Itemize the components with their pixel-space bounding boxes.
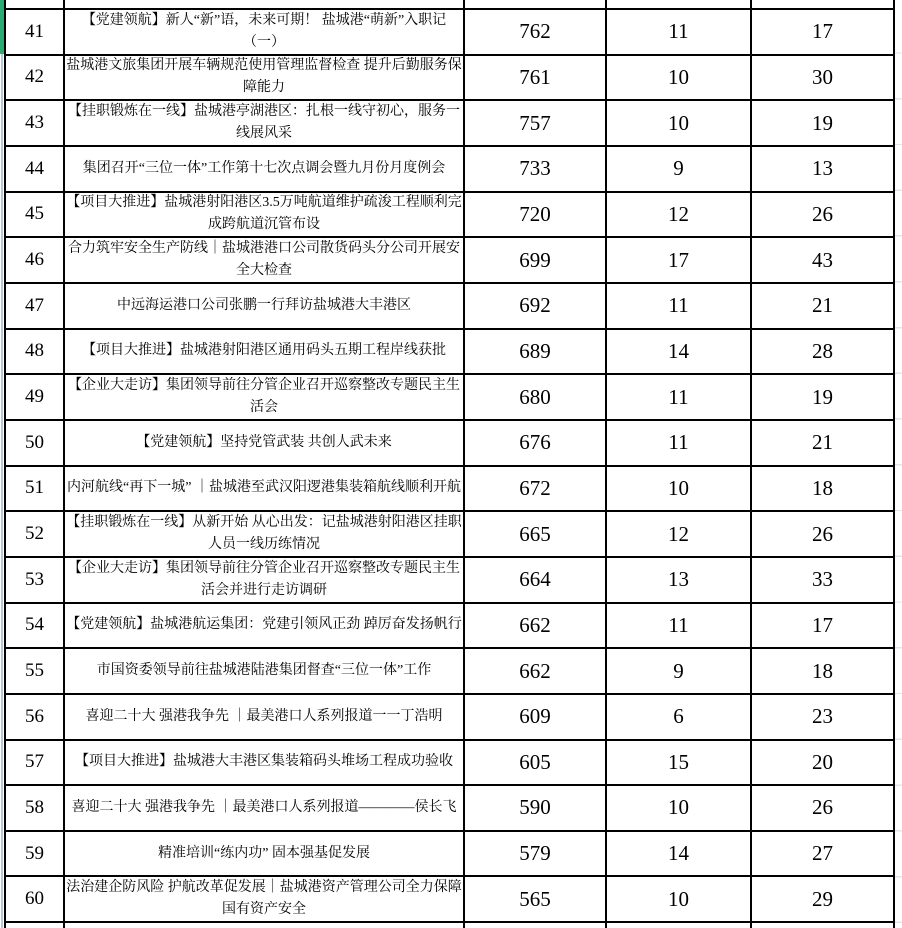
table-row (6, 56, 893, 102)
cell-row-number[interactable] (6, 604, 65, 648)
article-title-text: 市国资委领导前往盐城港陆港集团督查“三位一体”工作 (96, 663, 432, 679)
value-2-text: 10 (668, 475, 689, 500)
cell-value-3[interactable] (752, 512, 893, 556)
value-2-text: 11 (668, 293, 689, 318)
value-3-text: 23 (812, 704, 833, 729)
value-3-text: 13 (812, 156, 833, 181)
cell-value-2[interactable] (607, 649, 752, 693)
row-number-text: 50 (25, 431, 44, 453)
row-selection-indicator (0, 0, 4, 54)
value-2-text: 10 (668, 110, 689, 135)
value-2-text: 12 (668, 201, 689, 226)
article-title-text: 集团召开“三位一体”工作第十七次点调会暨九月份月度例会 (82, 160, 446, 176)
cell-article-title[interactable] (65, 330, 465, 374)
cell-article-title[interactable] (65, 467, 465, 511)
value-1-text: 662 (519, 658, 551, 683)
table-row (6, 147, 893, 193)
cell-value-3[interactable] (752, 695, 893, 739)
cell-value-3[interactable] (752, 786, 893, 830)
value-2-text: 10 (668, 64, 689, 89)
value-2-text: 14 (668, 841, 689, 866)
table-row (6, 695, 893, 741)
table-row (6, 741, 893, 787)
table-row (6, 832, 893, 878)
cell-value-3[interactable] (752, 238, 893, 282)
value-2-text: 9 (673, 658, 684, 683)
cell-value-1[interactable] (465, 101, 607, 145)
value-3-text: 18 (812, 475, 833, 500)
value-2-text: 13 (668, 567, 689, 592)
article-title-text: 中远海运港口公司张鹏一行拜访盐城港大丰港区 (117, 297, 411, 313)
cell-article-title[interactable] (65, 238, 465, 282)
value-3-text: 29 (812, 886, 833, 911)
article-title-text: 喜迎二十大 强港我争先 ｜最美港口人系列报道————侯长飞 (71, 799, 457, 815)
value-2-text: 9 (673, 156, 684, 181)
cell-article-title[interactable] (65, 877, 465, 921)
cell-value-2[interactable] (607, 832, 752, 876)
cell-value-2[interactable] (607, 877, 752, 921)
value-1-text: 590 (519, 795, 551, 820)
value-3-text: 28 (812, 338, 833, 363)
value-1-text: 762 (519, 19, 551, 44)
value-3-text: 43 (812, 247, 833, 272)
cell-value-1[interactable] (465, 877, 607, 921)
value-2-text: 11 (668, 19, 689, 44)
column-border-stub (4, 0, 6, 8)
cell-row-number[interactable] (6, 284, 65, 328)
row-number-text: 52 (25, 523, 44, 545)
cell-value-3[interactable] (752, 558, 893, 602)
cell-value-2[interactable] (607, 284, 752, 328)
row-number-text: 54 (25, 614, 44, 636)
value-2-text: 11 (668, 384, 689, 409)
table-row (6, 375, 893, 421)
value-3-text: 18 (812, 658, 833, 683)
cell-article-title[interactable] (65, 10, 465, 54)
article-title-text: 【企业大走访】集团领导前往分管企业召开巡察整改专题民主生活会 (68, 378, 460, 416)
value-1-text: 761 (519, 64, 551, 89)
article-title-text: 内河航线“再下一城” ｜盐城港至武汉阳逻港集装箱航线顺利开航 (67, 480, 461, 496)
value-3-text: 26 (812, 795, 833, 820)
cell-row-number[interactable] (6, 375, 65, 419)
cell-value-2[interactable] (607, 467, 752, 511)
cell-value-1[interactable] (465, 238, 607, 282)
cell-article-title[interactable] (65, 649, 465, 693)
cell-value-1[interactable] (465, 10, 607, 54)
table-row (6, 877, 893, 921)
value-1-text: 605 (519, 749, 551, 774)
cell-value-1[interactable] (465, 741, 607, 785)
cell-row-number[interactable] (6, 101, 65, 145)
article-title-text: 【挂职锻炼在一线】盐城港亭湖港区：扎根一线守初心，服务一线展风采 (68, 104, 460, 142)
cell-value-2[interactable] (607, 695, 752, 739)
row-number-text: 49 (25, 386, 44, 408)
cell-value-2[interactable] (607, 330, 752, 374)
cell-value-3[interactable] (752, 10, 893, 54)
row-number-text: 58 (25, 796, 44, 818)
cell-value-2[interactable] (607, 421, 752, 465)
row-number-text: 44 (25, 157, 44, 179)
cell-value-3[interactable] (752, 467, 893, 511)
article-title-text: 【党建领航】新人“新”语，未来可期！ 盐城港“萌新”入职记（一） (81, 12, 447, 50)
cell-value-3[interactable] (752, 832, 893, 876)
table-row (6, 238, 893, 284)
value-2-text: 10 (668, 886, 689, 911)
cell-article-title[interactable] (65, 147, 465, 191)
cell-row-number[interactable] (6, 512, 65, 556)
article-title-text: 【挂职锻炼在一线】从新开始 从心出发：记盐城港射阳港区挂职人员一线历练情况 (66, 515, 462, 553)
cell-value-2[interactable] (607, 786, 752, 830)
table-body (6, 10, 893, 921)
cell-value-2[interactable] (607, 604, 752, 648)
cell-value-1[interactable] (465, 421, 607, 465)
row-number-text: 47 (25, 294, 44, 316)
cell-row-number[interactable] (6, 56, 65, 100)
value-1-text: 579 (519, 841, 551, 866)
value-2-text: 15 (668, 749, 689, 774)
value-1-text: 699 (519, 247, 551, 272)
column-border-stub (893, 0, 895, 8)
cell-row-number[interactable] (6, 467, 65, 511)
cell-value-3[interactable] (752, 877, 893, 921)
cell-row-number[interactable] (6, 649, 65, 693)
cell-value-2[interactable] (607, 56, 752, 100)
cell-value-1[interactable] (465, 375, 607, 419)
cell-row-number[interactable] (6, 193, 65, 237)
cell-value-1[interactable] (465, 832, 607, 876)
cell-article-title[interactable] (65, 193, 465, 237)
cell-value-3[interactable] (752, 604, 893, 648)
cell-value-1[interactable] (465, 512, 607, 556)
cell-value-2[interactable] (607, 101, 752, 145)
table-row (6, 649, 893, 695)
value-3-text: 17 (812, 19, 833, 44)
table-row (6, 512, 893, 558)
value-2-text: 11 (668, 612, 689, 637)
cell-article-title[interactable] (65, 604, 465, 648)
cell-article-title[interactable] (65, 284, 465, 328)
value-3-text: 20 (812, 749, 833, 774)
value-1-text: 680 (519, 384, 551, 409)
column-border-stub (750, 923, 752, 928)
value-1-text: 662 (519, 612, 551, 637)
cell-row-number[interactable] (6, 421, 65, 465)
article-title-text: 【企业大走访】集团领导前往分管企业召开巡察整改专题民主生活会并进行走访调研 (68, 560, 460, 598)
article-title-text: 【项目大推进】盐城港射阳港区3.5万吨航道维护疏浚工程顺利完成跨航道沉管布设 (66, 195, 462, 233)
value-1-text: 720 (519, 201, 551, 226)
cell-value-1[interactable] (465, 558, 607, 602)
table-row (6, 10, 893, 56)
article-title-text: 【项目大推进】盐城港大丰港区集装箱码头堆场工程成功验收 (75, 754, 453, 770)
row-number-text: 48 (25, 340, 44, 362)
value-1-text: 664 (519, 567, 551, 592)
article-title-text: 【党建领航】坚持党管武装 共创人武未来 (136, 434, 392, 450)
cell-value-2[interactable] (607, 558, 752, 602)
row-number-text: 53 (25, 568, 44, 590)
table-row (6, 421, 893, 467)
cell-value-3[interactable] (752, 375, 893, 419)
value-3-text: 27 (812, 841, 833, 866)
cell-value-3[interactable] (752, 56, 893, 100)
value-1-text: 609 (519, 704, 551, 729)
cell-value-1[interactable] (465, 284, 607, 328)
cell-row-number[interactable] (6, 741, 65, 785)
value-1-text: 665 (519, 521, 551, 546)
value-3-text: 21 (812, 293, 833, 318)
cell-row-number[interactable] (6, 558, 65, 602)
article-title-text: 合力筑牢安全生产防线｜盐城港港口公司散货码头分公司开展安全大检查 (68, 241, 460, 279)
row-number-text: 57 (25, 751, 44, 773)
cell-value-3[interactable] (752, 741, 893, 785)
cell-value-2[interactable] (607, 512, 752, 556)
row-number-text: 41 (25, 20, 44, 42)
cell-article-title[interactable] (65, 832, 465, 876)
value-1-text: 733 (519, 156, 551, 181)
value-3-text: 19 (812, 384, 833, 409)
column-border-stub (605, 0, 607, 8)
value-3-text: 30 (812, 64, 833, 89)
row-number-text: 43 (25, 112, 44, 134)
cell-row-number[interactable] (6, 10, 65, 54)
value-2-text: 14 (668, 338, 689, 363)
table-row (6, 193, 893, 239)
value-3-text: 33 (812, 567, 833, 592)
row-number-text: 42 (25, 66, 44, 88)
cell-article-title[interactable] (65, 786, 465, 830)
value-1-text: 689 (519, 338, 551, 363)
value-3-text: 17 (812, 612, 833, 637)
cell-row-number[interactable] (6, 695, 65, 739)
cell-value-1[interactable] (465, 56, 607, 100)
cell-value-3[interactable] (752, 649, 893, 693)
cell-value-3[interactable] (752, 147, 893, 191)
value-1-text: 672 (519, 475, 551, 500)
table-row (6, 558, 893, 604)
cell-value-2[interactable] (607, 238, 752, 282)
cell-value-3[interactable] (752, 101, 893, 145)
cell-value-1[interactable] (465, 330, 607, 374)
row-number-text: 55 (25, 660, 44, 682)
table-row (6, 101, 893, 147)
cell-value-2[interactable] (607, 10, 752, 54)
article-title-text: 【项目大推进】盐城港射阳港区通用码头五期工程岸线获批 (82, 343, 446, 359)
value-1-text: 757 (519, 110, 551, 135)
data-table (4, 8, 895, 923)
cell-article-title[interactable] (65, 695, 465, 739)
value-2-text: 17 (668, 247, 689, 272)
cell-row-number[interactable] (6, 238, 65, 282)
row-number-text: 56 (25, 705, 44, 727)
value-1-text: 565 (519, 886, 551, 911)
column-border-stub (463, 0, 465, 8)
row-number-text: 60 (25, 888, 44, 910)
cell-value-1[interactable] (465, 649, 607, 693)
cell-article-title[interactable] (65, 741, 465, 785)
column-border-stub (463, 923, 465, 928)
value-3-text: 26 (812, 521, 833, 546)
cell-value-3[interactable] (752, 284, 893, 328)
column-border-stub (893, 923, 895, 928)
cell-value-2[interactable] (607, 375, 752, 419)
cell-article-title[interactable] (65, 558, 465, 602)
article-title-text: 精准培训“练内功” 固本强基促发展 (158, 845, 370, 861)
article-title-text: 法治建企防风险 护航改革促发展｜盐城港资产管理公司全力保障国有资产安全 (66, 880, 462, 918)
row-number-text: 59 (25, 842, 44, 864)
value-2-text: 10 (668, 795, 689, 820)
cell-value-2[interactable] (607, 193, 752, 237)
table-row (6, 604, 893, 650)
cell-value-3[interactable] (752, 421, 893, 465)
cell-row-number[interactable] (6, 330, 65, 374)
value-2-text: 6 (673, 704, 684, 729)
article-title-text: 盐城港文旅集团开展车辆规范使用管理监督检查 提升后勤服务保障能力 (66, 58, 462, 96)
table-row (6, 786, 893, 832)
value-1-text: 692 (519, 293, 551, 318)
cell-value-3[interactable] (752, 193, 893, 237)
cell-article-title[interactable] (65, 56, 465, 100)
table-row (6, 330, 893, 376)
value-2-text: 11 (668, 430, 689, 455)
value-3-text: 21 (812, 430, 833, 455)
cell-value-1[interactable] (465, 147, 607, 191)
cell-article-title[interactable] (65, 421, 465, 465)
cell-value-1[interactable] (465, 786, 607, 830)
cell-article-title[interactable] (65, 512, 465, 556)
row-number-text: 45 (25, 203, 44, 225)
column-border-stub (605, 923, 607, 928)
value-3-text: 19 (812, 110, 833, 135)
value-1-text: 676 (519, 430, 551, 455)
cell-value-1[interactable] (465, 193, 607, 237)
cell-value-1[interactable] (465, 604, 607, 648)
row-number-text: 51 (25, 477, 44, 499)
cell-row-number[interactable] (6, 832, 65, 876)
column-border-stub (750, 0, 752, 8)
article-title-text: 【党建领航】盐城港航运集团：党建引领风正劲 踔厉奋发扬帆行 (66, 617, 462, 633)
cell-article-title[interactable] (65, 101, 465, 145)
cell-value-2[interactable] (607, 147, 752, 191)
column-border-stub (63, 923, 65, 928)
cell-value-1[interactable] (465, 467, 607, 511)
column-border-stub (63, 0, 65, 8)
cell-article-title[interactable] (65, 375, 465, 419)
value-3-text: 26 (812, 201, 833, 226)
cell-value-1[interactable] (465, 695, 607, 739)
cell-row-number[interactable] (6, 786, 65, 830)
cell-row-number[interactable] (6, 877, 65, 921)
value-2-text: 12 (668, 521, 689, 546)
table-row (6, 467, 893, 513)
cell-value-2[interactable] (607, 741, 752, 785)
row-number-text: 46 (25, 249, 44, 271)
article-title-text: 喜迎二十大 强港我争先 ｜最美港口人系列报道一一丁浩明 (85, 708, 443, 724)
table-row (6, 284, 893, 330)
right-gutter-gridline-ticks (895, 8, 902, 923)
cell-row-number[interactable] (6, 147, 65, 191)
column-border-stub (4, 923, 6, 928)
left-gutter-gridline (1, 0, 3, 928)
cell-value-3[interactable] (752, 330, 893, 374)
